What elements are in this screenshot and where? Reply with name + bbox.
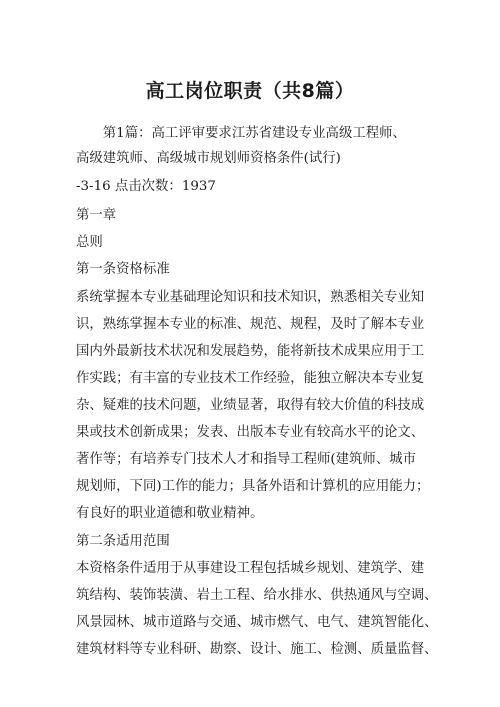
body-line: -3-16 点击次数：1937: [76, 179, 216, 194]
body-line: 高级建筑师、高级城市规划师资格条件(试行): [76, 151, 341, 166]
body-line: 本资格条件适用于从事建设工程包括城乡规划、建筑学、建: [76, 561, 425, 576]
body-line: 杂、疑难的技术问题，业绩显著，取得有较大价值的科技成: [76, 398, 425, 413]
body-line: 国内外最新技术状况和发展趋势，能将新技术成果应用于工: [76, 344, 425, 359]
article-heading: 第一条资格标准: [76, 262, 170, 277]
body-line: 著作等；有培养专门技术人才和指导工程师(建筑师、城市: [76, 452, 416, 467]
body-line: 识，熟练掌握本专业的标准、规范、规程，及时了解本专业: [76, 317, 425, 332]
body-line: 作实践；有丰富的专业技术工作经验，能独立解决本专业复: [76, 371, 425, 386]
body-line: 有良好的职业道德和敬业精神。: [76, 506, 264, 521]
section-heading: 总则: [76, 235, 103, 250]
chapter-heading: 第一章: [76, 208, 117, 223]
body-line: 筑结构、装饰装潢、岩土工程、给水排水、供热通风与空调、: [76, 588, 438, 603]
body-line: 规划师，下同)工作的能力；具备外语和计算机的应用能力；: [76, 479, 430, 494]
body-line: 建筑材料等专业科研、勘察、设计、施工、检测、质量监督、: [76, 642, 438, 657]
article-heading: 第二条适用范围: [76, 534, 170, 549]
body-line: 果或技术创新成果；发表、出版本专业有较高水平的论文、: [76, 425, 425, 440]
document-title: 高工岗位职责（共8篇）: [145, 80, 355, 102]
body-line: 风景园林、城市道路与交通、城市燃气、电气、建筑智能化、: [76, 615, 438, 630]
body-line: 第1篇：高工评审要求江苏省建设专业高级工程师、: [76, 126, 406, 141]
body-line: 系统掌握本专业基础理论知识和技术知识，熟悉相关专业知: [76, 290, 425, 305]
